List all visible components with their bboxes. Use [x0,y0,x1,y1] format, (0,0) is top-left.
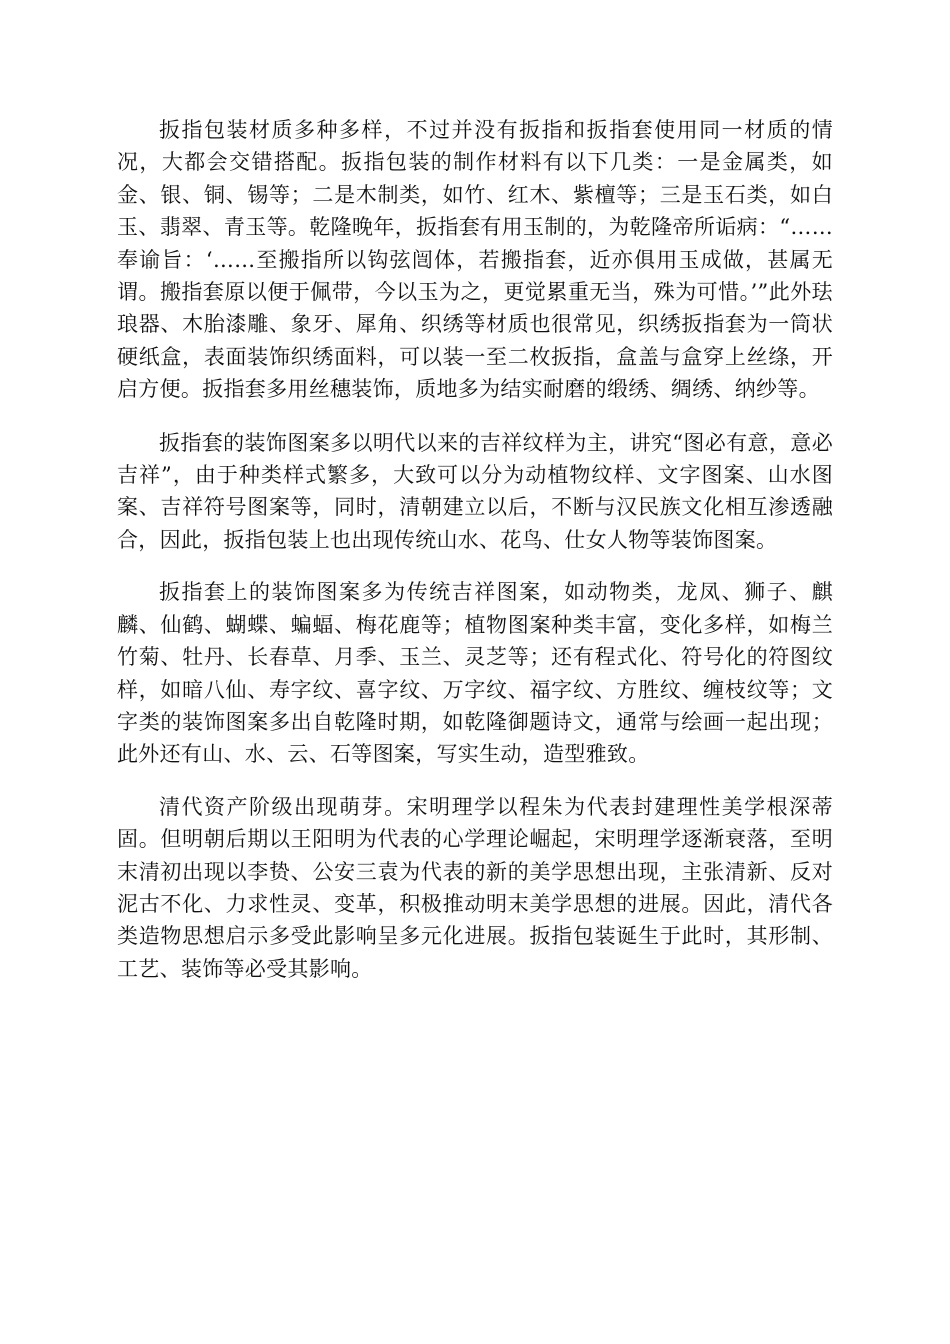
paragraph-decoration-patterns: 扳指套的装饰图案多以明代以来的吉祥纹样为主，讲究“图必有意，意必吉祥”，由于种类样式繁多，大致可以分为动植物纹样、文字图案、山水图案、吉祥符号图案等，同时，清朝建立以后，不断与汉民族文化相互渗透融合，因此，扳指包装上也出现传统山水、花鸟、仕女人物等装饰图案。 [117,430,833,552]
paragraph-materials: 扳指包装材质多种多样，不过并没有扳指和扳指套使用同一材质的情况，大都会交错搭配。扳指包装的制作材料有以下几类：一是金属类，如金、银、铜、锡等；二是木制类，如竹、红木、紫檀等；三是玉石类，如白玉、翡翠、青玉等。乾隆晚年，扳指套有用玉制的，为乾隆帝所诟病：“……奉谕旨：‘……至搬指所以钩弦闿体，若搬指套，近亦俱用玉成做，甚属无谓。搬指套原以便于佩带，今以玉为之，更觉累重无当，殊为可惜。’”此外珐琅器、木胎漆雕、象牙、犀角、织绣等材质也很常见，织绣扳指套为一筒状硬纸盒，表面装饰织绣面料，可以装一至二枚扳指，盒盖与盒穿上丝绦，开启方便。扳指套多用丝穗装饰，质地多为结实耐磨的缎绣、绸绣、纳纱等。 [117,118,833,402]
paragraph-aesthetic-thought: 清代资产阶级出现萌芽。宋明理学以程朱为代表封建理性美学根深蒂固。但明朝后期以王阳明为代表的心学理论崛起，宋明理学逐渐衰落，至明末清初出现以李贽、公安三袁为代表的新的美学思想出现，主张清新、反对泥古不化、力求性灵、变革，积极推动明末美学思想的进展。因此，清代各类造物思想启示多受此影响呈多元化进展。扳指包装诞生于此时，其形制、工艺、装饰等必受其影响。 [117,794,833,981]
paragraph-auspicious-patterns: 扳指套上的装饰图案多为传统吉祥图案，如动物类，龙凤、狮子、麒麟、仙鹤、蝴蝶、蝙蝠、梅花鹿等；植物图案种类丰富，变化多样，如梅兰竹菊、牡丹、长春草、月季、玉兰、灵芝等；还有程式化、符号化的符图纹样，如暗八仙、寿字纹、喜字纹、万字纹、福字纹、方胜纹、缠枝纹等；文字类的装饰图案多出自乾隆时期，如乾隆御题诗文，通常与绘画一起出现；此外还有山、水、云、石等图案，写实生动，造型雅致。 [117,580,833,767]
document-page [117,114,833,985]
